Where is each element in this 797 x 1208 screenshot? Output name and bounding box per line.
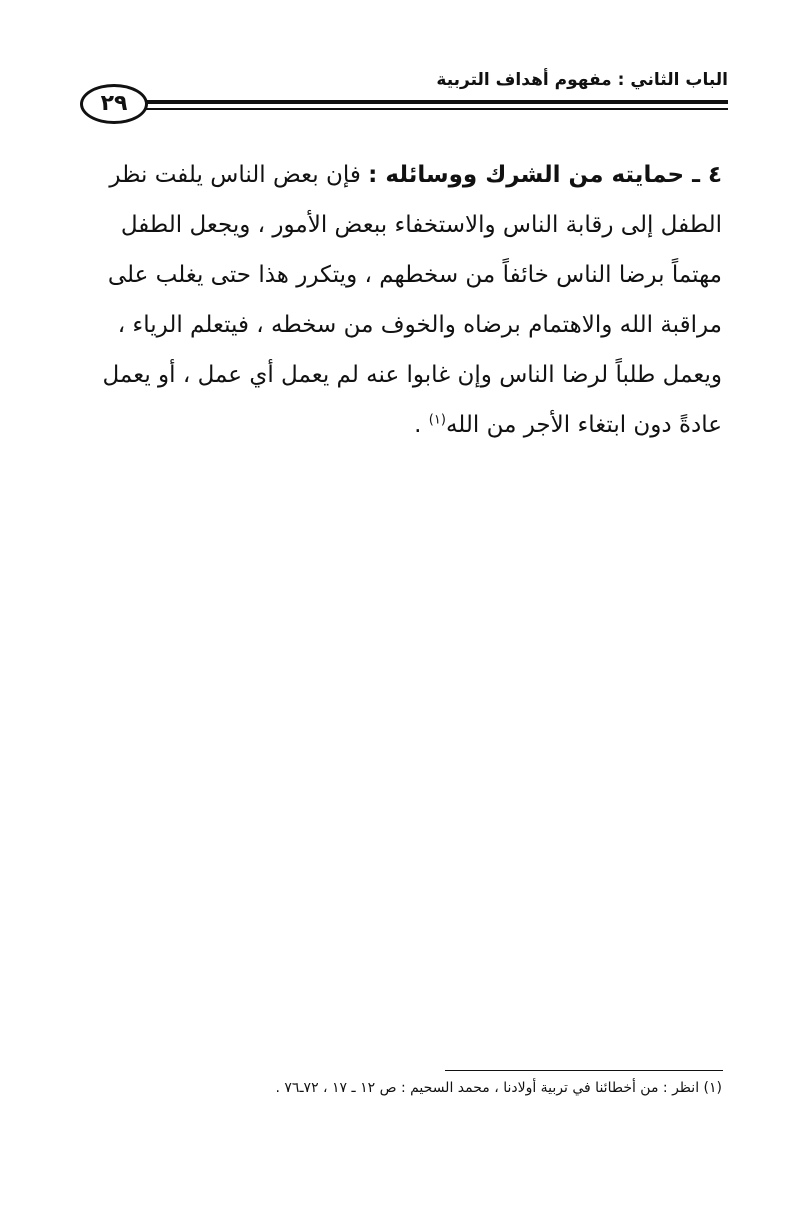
page-number: ٢٩	[80, 84, 148, 124]
footnote-reference: (١)	[428, 412, 446, 428]
footnote-separator	[445, 1070, 723, 1071]
body-line-3: مهتماً برضا الناس خائفاً من سخطهم ، ويتكرر هذا حتى يغلب على	[107, 262, 722, 288]
page-header	[80, 70, 728, 126]
body-line-6: عادةً دون ابتغاء الأجر من الله	[445, 412, 722, 438]
section-heading: ٤ ـ حمايته من الشرك ووسائله :	[368, 162, 722, 188]
body-line-2: الطفل إلى رقابة الناس والاستخفاء ببعض الأمور ، ويجعل الطفل	[120, 212, 722, 238]
body-line-4: مراقبة الله والاهتمام برضاه والخوف من سخطه ، فيتعلم الرياء ،	[117, 312, 722, 338]
header-rule-thin	[142, 108, 728, 110]
footnote-text: (١) انظر : من أخطائنا في تربية أولادنا ، محمد السحيم : ص ١٢ ـ ١٧ ، ٧٢ـ٧٦ .	[275, 1080, 722, 1096]
chapter-title: الباب الثاني : مفهوم أهداف التربية	[436, 70, 728, 90]
body-paragraph	[82, 150, 722, 450]
header-rule-thick	[140, 100, 728, 104]
end-punctuation: .	[414, 412, 429, 438]
body-line-5: ويعمل طلباً لرضا الناس وإن غابوا عنه لم يعمل أي عمل ، أو يعمل	[102, 362, 722, 388]
body-line-1: فإن بعض الناس يلفت نظر	[109, 162, 369, 188]
